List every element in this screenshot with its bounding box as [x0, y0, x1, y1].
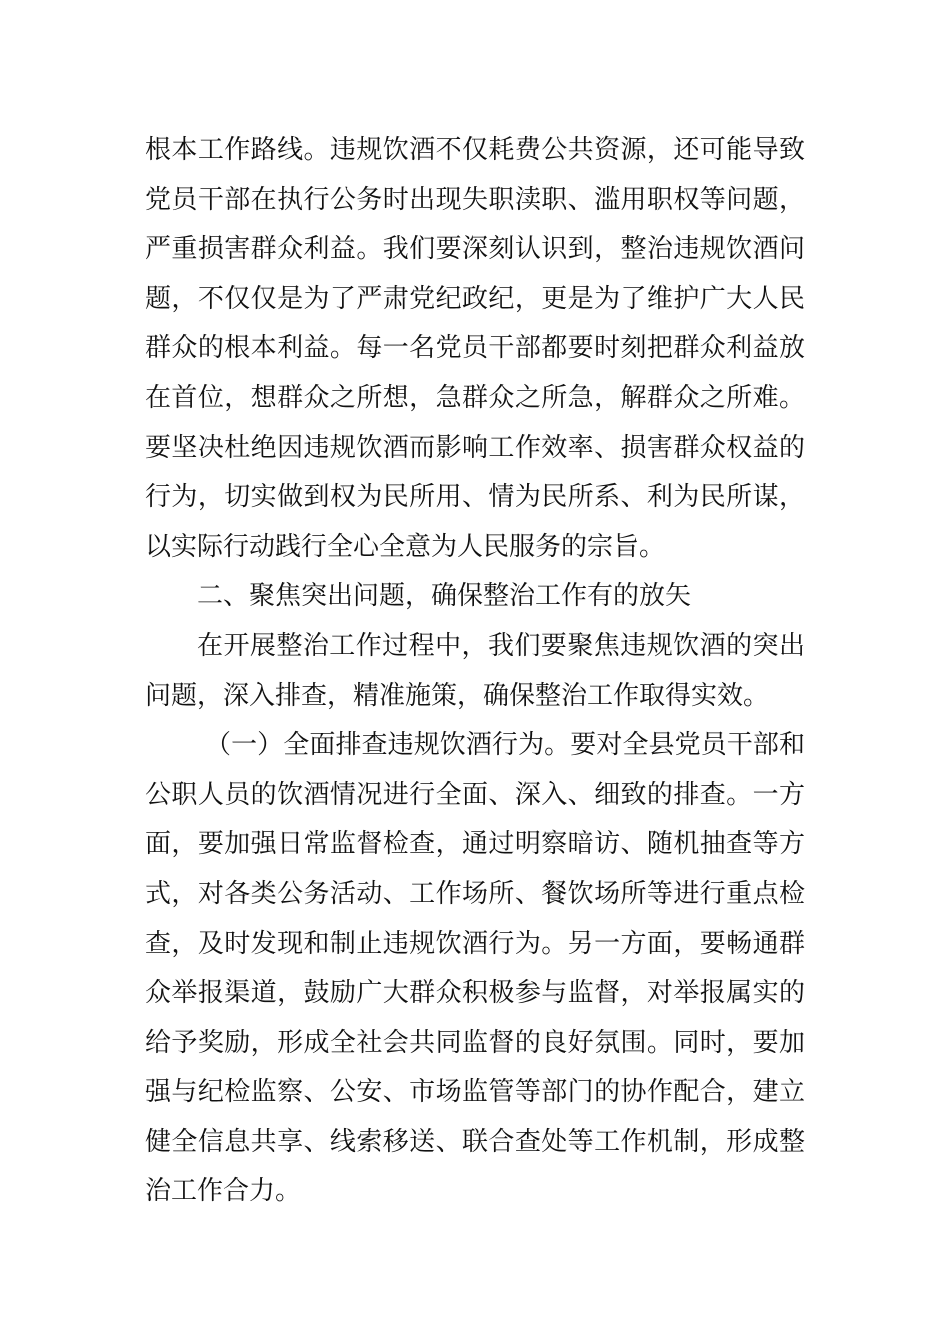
body-paragraph-intro: 在开展整治工作过程中，我们要聚焦违规饮酒的突出问题，深入排查，精准施策，确保整治工作取得实效。 [145, 630, 805, 711]
body-paragraph-subsection-1: （一）全面排查违规饮酒行为。要对全县党员干部和公职人员的饮酒情况进行全面、深入、细致的排查。一方面，要加强日常监督检查，通过明察暗访、随机抽查等方式，对各类公务活动、工作场所、餐饮场所等进行重点检查，及时发现和制止违规饮酒行为。另一方面，要畅通群众举报渠道，鼓励广大群众积极参与监督，对举报属实的给予奖励，形成全社会共同监督的良好氛围。同时，要加强与纪检监察、公安、市场监管等部门的协作配合，建立健全信息共享、线索移送、联合查处等工作机制，形成整治工作合力。 [145, 730, 805, 1207]
document-body [145, 126, 805, 1217]
section-heading: 二、聚焦突出问题，确保整治工作有的放矢 [197, 581, 692, 612]
body-paragraph-continued: 根本工作路线。违规饮酒不仅耗费公共资源，还可能导致党员干部在执行公务时出现失职渎职、滥用职权等问题，严重损害群众利益。我们要深刻认识到，整治违规饮酒问题，不仅仅是为了严肃党纪政纪，更是为了维护广大人民群众的根本利益。每一名党员干部都要时刻把群众利益放在首位，想群众之所想，急群众之所急，解群众之所难。要坚决杜绝因违规饮酒而影响工作效率、损害群众权益的行为，切实做到权为民所用、情为民所系、利为民所谋，以实际行动践行全心全意为人民服务的宗旨。 [145, 135, 805, 562]
